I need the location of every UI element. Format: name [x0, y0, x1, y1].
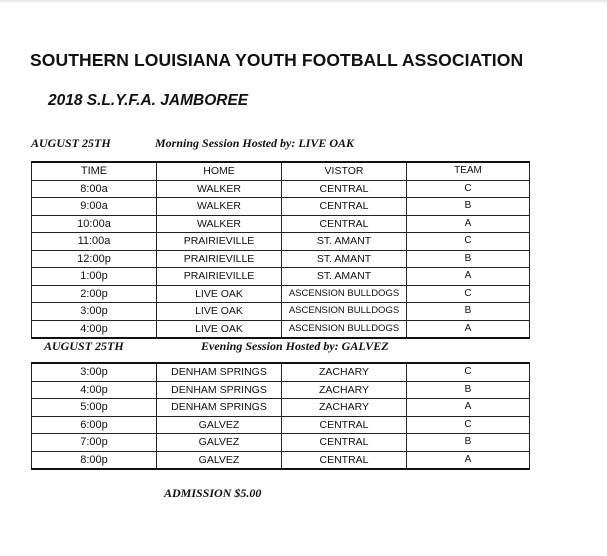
game-time: 3:00p	[32, 303, 157, 321]
morning-header-row	[32, 162, 530, 180]
visitor-team: ST. AMANT	[282, 250, 407, 268]
table-row	[32, 198, 530, 216]
game-time: 3:00p	[32, 363, 157, 381]
visitor-team: CENTRAL	[282, 434, 407, 452]
home-team: GALVEZ	[157, 416, 282, 434]
table-row	[32, 381, 530, 399]
visitor-team: ASCENSION BULLDOGS	[282, 303, 407, 321]
team-division: A	[407, 215, 530, 233]
table-row	[32, 399, 530, 417]
game-time: 4:00p	[32, 381, 157, 399]
team-division: B	[407, 198, 530, 216]
team-division: C	[407, 285, 530, 303]
team-division: C	[407, 416, 530, 434]
table-row	[32, 285, 530, 303]
table-row	[32, 180, 530, 198]
visitor-team: ZACHARY	[282, 381, 407, 399]
team-division: C	[407, 180, 530, 198]
game-time: 12:00p	[32, 250, 157, 268]
table-row	[32, 451, 530, 469]
morning-session-heading: Morning Session Hosted by: LIVE OAK	[155, 136, 355, 150]
visitor-team: ZACHARY	[282, 399, 407, 417]
table-row	[32, 303, 530, 321]
home-team: LIVE OAK	[157, 303, 282, 321]
visitor-team: CENTRAL	[282, 416, 407, 434]
home-team: PRAIRIEVILLE	[157, 268, 282, 286]
home-team: PRAIRIEVILLE	[157, 250, 282, 268]
table-row	[32, 250, 530, 268]
visitor-team: ASCENSION BULLDOGS	[282, 320, 407, 338]
home-team: WALKER	[157, 198, 282, 216]
visitor-team: CENTRAL	[282, 198, 407, 216]
evening-session-date: AUGUST 25TH	[44, 339, 124, 353]
game-time: 10:00a	[32, 215, 157, 233]
document-title: SOUTHERN LOUISIANA YOUTH FOOTBALL ASSOCIATION	[30, 50, 524, 70]
team-division: C	[407, 363, 530, 381]
home-team: DENHAM SPRINGS	[157, 363, 282, 381]
event-subtitle: 2018 S.L.Y.F.A. JAMBOREE	[48, 92, 249, 109]
table-row	[32, 363, 530, 381]
team-division: B	[407, 303, 530, 321]
home-team: WALKER	[157, 180, 282, 198]
visitor-team: ST. AMANT	[282, 233, 407, 251]
home-team: WALKER	[157, 215, 282, 233]
game-time: 11:00a	[32, 233, 157, 251]
column-header-visitor: VISTOR	[282, 162, 407, 180]
visitor-team: CENTRAL	[282, 451, 407, 469]
game-time: 8:00a	[32, 180, 157, 198]
column-header-time: TIME	[32, 162, 157, 180]
game-time: 9:00a	[32, 198, 157, 216]
team-division: C	[407, 233, 530, 251]
visitor-team: ASCENSION BULLDOGS	[282, 285, 407, 303]
visitor-team: CENTRAL	[282, 215, 407, 233]
table-row	[32, 416, 530, 434]
game-time: 2:00p	[32, 285, 157, 303]
column-header-team: TEAM	[407, 162, 530, 180]
table-row	[32, 215, 530, 233]
visitor-team: CENTRAL	[282, 180, 407, 198]
evening-session-heading: Evening Session Hosted by: GALVEZ	[201, 339, 389, 353]
team-division: B	[407, 250, 530, 268]
home-team: LIVE OAK	[157, 320, 282, 338]
game-time: 1:00p	[32, 268, 157, 286]
table-row	[32, 268, 530, 286]
column-header-home: HOME	[157, 162, 282, 180]
visitor-team: ST. AMANT	[282, 268, 407, 286]
game-time: 4:00p	[32, 320, 157, 338]
game-time: 6:00p	[32, 416, 157, 434]
team-division: A	[407, 268, 530, 286]
admission-price: ADMISSION $5.00	[164, 486, 262, 500]
home-team: DENHAM SPRINGS	[157, 381, 282, 399]
game-time: 5:00p	[32, 399, 157, 417]
home-team: GALVEZ	[157, 451, 282, 469]
evening-schedule-table	[31, 362, 530, 470]
morning-session-date: AUGUST 25TH	[31, 136, 111, 150]
home-team: GALVEZ	[157, 434, 282, 452]
game-time: 8:00p	[32, 451, 157, 469]
team-division: B	[407, 381, 530, 399]
table-row	[32, 434, 530, 452]
visitor-team: ZACHARY	[282, 363, 407, 381]
table-row	[32, 320, 530, 338]
home-team: LIVE OAK	[157, 285, 282, 303]
team-division: A	[407, 451, 530, 469]
top-rule	[0, 0, 607, 2]
team-division: A	[407, 320, 530, 338]
team-division: A	[407, 399, 530, 417]
morning-schedule-table	[31, 161, 530, 339]
home-team: PRAIRIEVILLE	[157, 233, 282, 251]
table-row	[32, 233, 530, 251]
team-division: B	[407, 434, 530, 452]
home-team: DENHAM SPRINGS	[157, 399, 282, 417]
game-time: 7:00p	[32, 434, 157, 452]
